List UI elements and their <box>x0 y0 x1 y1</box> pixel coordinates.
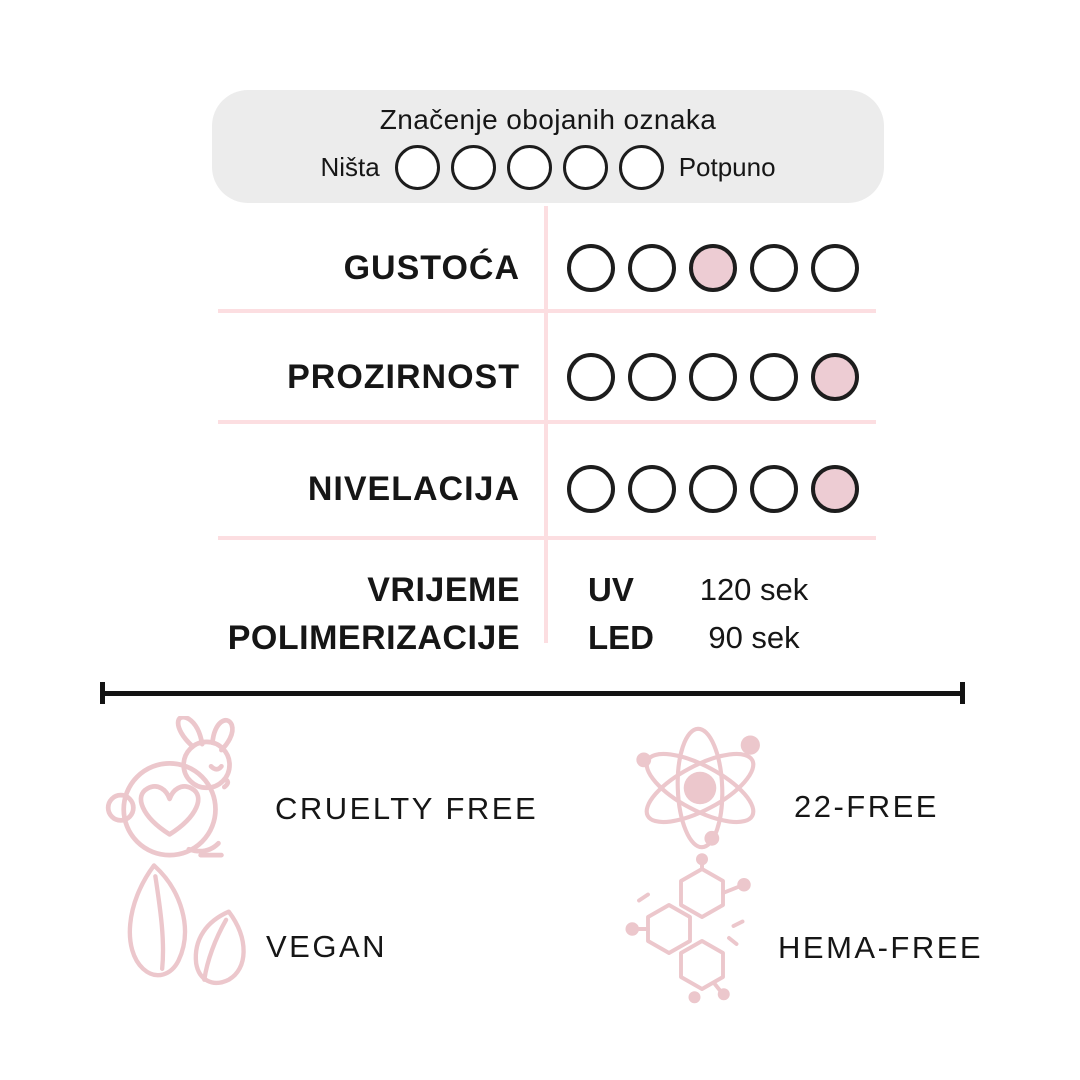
curing-method-led: LED <box>588 619 654 656</box>
legend-title: Značenje obojanih oznaka <box>379 103 717 135</box>
leaves-icon <box>120 860 256 996</box>
curing-time-led: 90 sek <box>708 620 800 655</box>
scale-max-label: Potpuno <box>678 151 776 182</box>
legend-circles <box>395 145 664 190</box>
rating-dot <box>628 244 676 292</box>
rating-row-gustoca <box>0 244 1080 292</box>
rating-dot <box>750 353 798 401</box>
rating-dot <box>750 244 798 292</box>
rating-dot <box>395 145 440 190</box>
curing-time-label-line1: VRIJEME <box>367 571 520 609</box>
feature-label: 22-FREE <box>794 789 939 824</box>
rating-label: PROZIRNOST <box>287 358 520 396</box>
rating-circles <box>567 244 859 292</box>
rating-label: GUSTOĆA <box>343 249 520 287</box>
feature-label: CRUELTY FREE <box>275 791 539 826</box>
rating-dot <box>689 353 737 401</box>
feature-hema-free <box>624 850 983 1008</box>
feature-label: VEGAN <box>266 929 388 964</box>
rating-circles <box>567 465 859 513</box>
rating-dot <box>628 465 676 513</box>
legend-scale <box>320 145 775 190</box>
atom-icon <box>626 714 774 862</box>
row-separator <box>218 309 876 313</box>
feature-label: HEMA-FREE <box>778 930 984 965</box>
curing-time-label <box>228 566 520 662</box>
rating-dot-filled <box>811 465 859 513</box>
rating-row-prozirnost <box>0 353 1080 401</box>
rating-dot <box>567 353 615 401</box>
scale-min-label: Ništa <box>320 151 380 182</box>
feature-cruelty-free <box>103 716 538 864</box>
section-divider <box>100 682 965 704</box>
rating-dot <box>689 465 737 513</box>
divider-line <box>105 691 960 696</box>
rating-label: NIVELACIJA <box>307 470 520 508</box>
rating-circles <box>567 353 859 401</box>
curing-method-uv: UV <box>588 571 634 608</box>
rating-dot <box>619 145 664 190</box>
row-separator <box>218 420 876 424</box>
rating-dot <box>750 465 798 513</box>
curing-time-table <box>588 566 830 662</box>
molecule-icon <box>624 850 774 1008</box>
rabbit-heart-icon <box>103 716 251 864</box>
rating-dot-filled <box>811 353 859 401</box>
rating-dot <box>507 145 552 190</box>
rating-dot <box>567 244 615 292</box>
row-separator <box>218 536 876 540</box>
rating-dot-filled <box>689 244 737 292</box>
rating-dot <box>563 145 608 190</box>
rating-row-nivelacija <box>0 465 1080 513</box>
curing-time-uv: 120 sek <box>699 572 809 607</box>
legend-box <box>212 90 884 203</box>
curing-time-label-line2: POLIMERIZACIJE <box>227 619 520 657</box>
feature-vegan <box>120 860 387 996</box>
feature-22-free <box>626 714 939 862</box>
rating-dot <box>811 244 859 292</box>
rating-dot <box>567 465 615 513</box>
divider-end-cap <box>960 682 965 704</box>
rating-dot <box>628 353 676 401</box>
rating-dot <box>451 145 496 190</box>
